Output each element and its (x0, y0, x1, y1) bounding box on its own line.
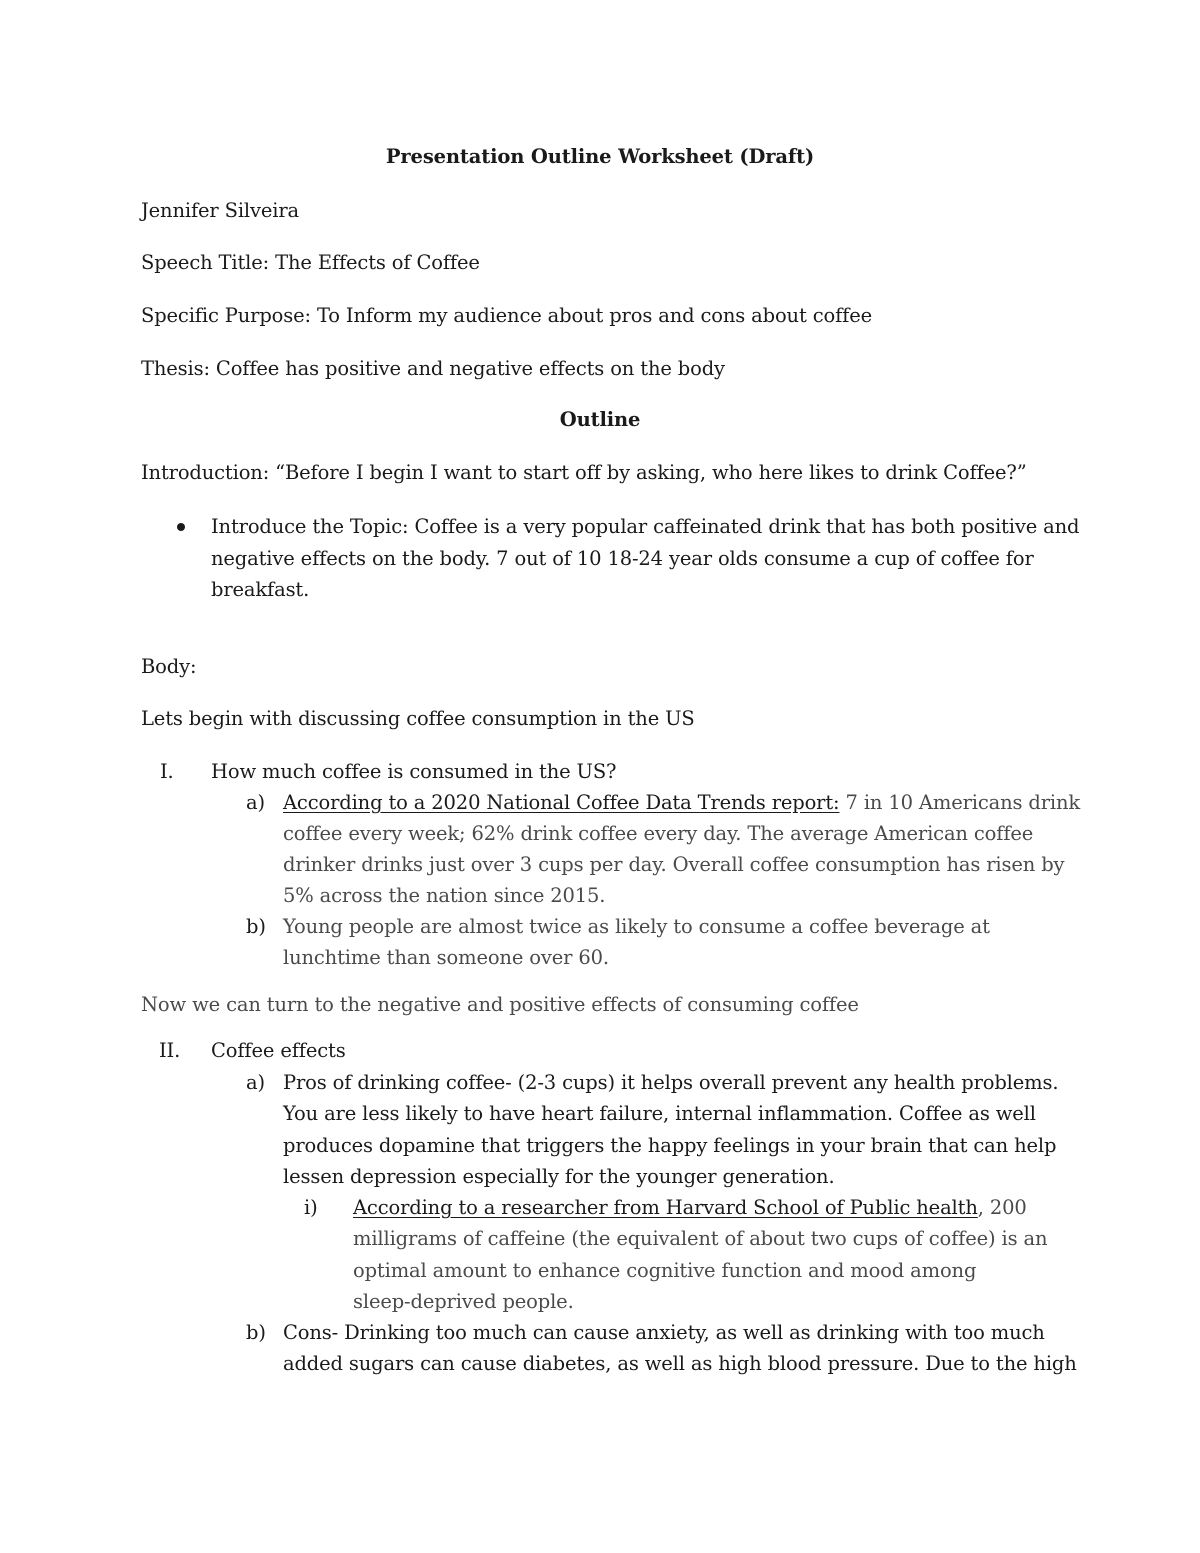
outline-heading: Outline (559, 408, 641, 431)
list-item-line: lunchtime than someone over 60. (283, 946, 609, 969)
list-item-line: lessen depression especially for the younger generation. (283, 1165, 835, 1188)
list-item-line: Cons- Drinking too much can cause anxiety, as well as drinking with too much (283, 1321, 1045, 1344)
intro-bullet-line: breakfast. (211, 578, 310, 601)
list-item-line: Young people are almost twice as likely to consume a coffee beverage at (283, 915, 990, 938)
bullet-icon (177, 523, 185, 531)
list-item-line: added sugars can cause diabetes, as well as high blood pressure. Due to the high (283, 1352, 1077, 1375)
thesis: Thesis: Coffee has positive and negative effects on the body (141, 357, 725, 380)
list-item-line: drinker drinks just over 3 cups per day. Overall coffee consumption has risen by (283, 853, 1065, 876)
section-numeral: II. (159, 1039, 181, 1062)
section-heading: How much coffee is consumed in the US? (211, 760, 617, 783)
list-marker: b) (246, 1321, 266, 1344)
intro-bullet-line: negative effects on the body. 7 out of 10 18-24 year olds consume a cup of coffee for (211, 547, 1034, 570)
section-heading: Coffee effects (211, 1039, 346, 1062)
list-marker: a) (246, 1071, 265, 1094)
list-item-line: Pros of drinking coffee- (2-3 cups) it helps overall prevent any health problems. (283, 1071, 1059, 1094)
source-citation: According to a 2020 National Coffee Data Trends report: (283, 791, 840, 814)
list-marker: b) (246, 915, 266, 938)
section-numeral: I. (160, 760, 174, 783)
list-item-line: milligrams of caffeine (the equivalent of about two cups of coffee) is an (353, 1227, 1048, 1250)
transition: Now we can turn to the negative and positive effects of consuming coffee (141, 993, 859, 1016)
author-name: Jennifer Silveira (141, 199, 300, 222)
document-title: Presentation Outline Worksheet (Draft) (385, 145, 815, 168)
source-citation: According to a researcher from Harvard School of Public health (353, 1196, 978, 1219)
body-label: Body: (141, 655, 197, 678)
specific-purpose: Specific Purpose: To Inform my audience about pros and cons about coffee (141, 304, 872, 327)
list-item-line: produces dopamine that triggers the happy feelings in your brain that can help (283, 1134, 1057, 1157)
list-item-first-line: According to a researcher from Harvard School of Public health, 200 (353, 1196, 1027, 1219)
list-item-line: optimal amount to enhance cognitive function and mood among (353, 1259, 977, 1282)
introduction: Introduction: “Before I begin I want to start off by asking, who here likes to drink Coffee?” (141, 461, 1027, 484)
list-item-line: sleep-deprived people. (353, 1290, 574, 1313)
list-item-line: 5% across the nation since 2015. (283, 884, 606, 907)
speech-title: Speech Title: The Effects of Coffee (141, 251, 480, 274)
list-item-first-line: According to a 2020 National Coffee Data Trends report: 7 in 10 Americans drink (283, 791, 1081, 814)
intro-bullet-line: Introduce the Topic: Coffee is a very popular caffeinated drink that has both positive and (211, 515, 1080, 538)
list-marker: a) (246, 791, 265, 814)
body-intro: Lets begin with discussing coffee consumption in the US (141, 707, 695, 730)
list-item-line: You are less likely to have heart failure, internal inflammation. Coffee as well (283, 1102, 1036, 1125)
list-item-line: coffee every week; 62% drink coffee every day. The average American coffee (283, 822, 1034, 845)
list-marker: i) (304, 1196, 318, 1219)
